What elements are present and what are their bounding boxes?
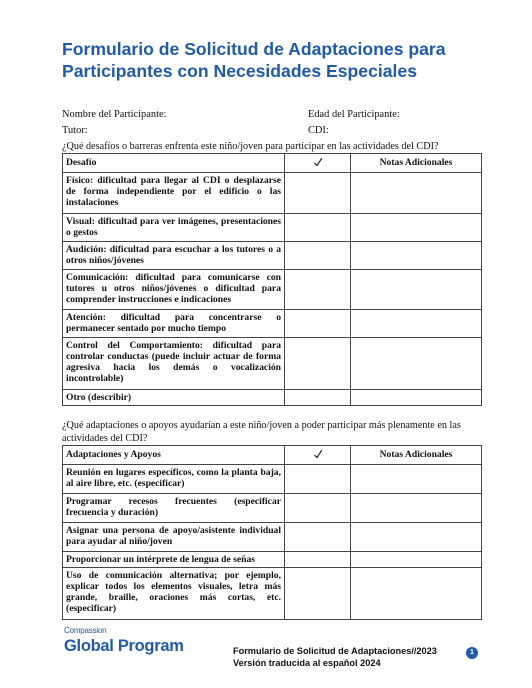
check-cell[interactable] (285, 494, 351, 523)
supports-table (62, 445, 482, 620)
notes-cell[interactable] (351, 310, 482, 338)
notes-cell[interactable] (351, 465, 482, 494)
footer-form-name: Formulario de Solicitud de Adaptaciones//2023 (233, 646, 437, 656)
title-line-1: Formulario de Solicitud de Adaptaciones para (62, 39, 446, 59)
check-cell[interactable] (285, 552, 351, 568)
notes-cell[interactable] (351, 523, 482, 552)
page-title (62, 38, 482, 82)
challenge-physical: Físico: dificultad para llegar al CDI o desplazarse de forma independiente por el edificio o las instalaciones (63, 173, 285, 214)
support-assistant: Asignar una persona de apoyo/asistente individual para ayudar al niño/joven (63, 523, 285, 552)
notes-cell[interactable] (351, 568, 482, 620)
header-check (285, 154, 351, 173)
table-row (63, 494, 482, 523)
challenge-behavior: Control del Comportamiento: dificultad para controlar conductas (puede incluir actuar de forma agresiva hacia los demás o vocalización incontrolable) (63, 338, 285, 390)
tutor-label: Tutor: (62, 125, 88, 136)
check-cell[interactable] (285, 390, 351, 406)
check-cell[interactable] (285, 465, 351, 494)
header-notes: Notas Adicionales (351, 446, 482, 465)
participant-age-label: Edad del Participante: (308, 109, 400, 120)
check-cell[interactable] (285, 214, 351, 242)
logo-big-text: Global Program (64, 637, 184, 655)
table-row (63, 270, 482, 310)
page-number-badge: 1 (466, 647, 478, 659)
challenge-communication: Comunicación: dificultad para comunicarse con tutores u otros niños/jóvenes o dificultad para comprender instrucciones e indicaciones (63, 270, 285, 310)
challenge-other: Otro (describir) (63, 390, 285, 406)
notes-cell[interactable] (351, 390, 482, 406)
check-icon (313, 449, 323, 459)
check-cell[interactable] (285, 270, 351, 310)
participant-name-label: Nombre del Participante: (62, 109, 167, 120)
table-row (63, 390, 482, 406)
challenges-table (62, 153, 482, 406)
header-check (285, 446, 351, 465)
challenge-hearing: Audición: dificultad para escuchar a los tutores o a otros niños/jóvenes (63, 242, 285, 270)
title-line-2: Participantes con Necesidades Especiales (62, 61, 417, 81)
check-cell[interactable] (285, 338, 351, 390)
notes-cell[interactable] (351, 173, 482, 214)
notes-cell[interactable] (351, 270, 482, 310)
footer-version: Versión traducida al español 2024 (233, 658, 381, 668)
notes-cell[interactable] (351, 338, 482, 390)
support-location: Reunión en lugares específicos, como la planta baja, al aire libre, etc. (especificar) (63, 465, 285, 494)
support-interpreter: Proporcionar un intérprete de lengua de señas (63, 552, 285, 568)
check-cell[interactable] (285, 523, 351, 552)
logo-small-text: Compassion (64, 626, 107, 635)
header-challenge: Desafío (63, 154, 285, 173)
table-header-row (63, 154, 482, 173)
question-supports: ¿Qué adaptaciones o apoyos ayudarían a este niño/joven a poder participar más plenamente en las actividades del CDI? (62, 420, 461, 444)
compassion-logo (64, 626, 184, 655)
table-row (63, 465, 482, 494)
check-cell[interactable] (285, 310, 351, 338)
notes-cell[interactable] (351, 494, 482, 523)
support-alt-communication: Uso de comunicación alternativa; por ejemplo, explicar todos los elementos visuales, letra más grande, braille, oraciones más cortas, etc. (especificar) (63, 568, 285, 620)
challenge-visual: Visual: dificultad para ver imágenes, presentaciones o gestos (63, 214, 285, 242)
notes-cell[interactable] (351, 242, 482, 270)
check-cell[interactable] (285, 173, 351, 214)
notes-cell[interactable] (351, 214, 482, 242)
question-challenges: ¿Qué desafíos o barreras enfrenta este niño/joven para participar en las actividades del CDI? (62, 141, 439, 152)
notes-cell[interactable] (351, 552, 482, 568)
table-row (63, 523, 482, 552)
check-cell[interactable] (285, 568, 351, 620)
table-header-row (63, 446, 482, 465)
check-cell[interactable] (285, 242, 351, 270)
table-row (63, 568, 482, 620)
table-row (63, 214, 482, 242)
header-supports: Adaptaciones y Apoyos (63, 446, 285, 465)
header-notes: Notas Adicionales (351, 154, 482, 173)
footer-info (233, 645, 437, 669)
check-icon (313, 157, 323, 167)
table-row (63, 242, 482, 270)
table-row (63, 338, 482, 390)
table-row (63, 552, 482, 568)
table-row (63, 173, 482, 214)
cdi-label: CDI: (308, 125, 329, 136)
support-breaks: Programar recesos frecuentes (especificar frecuencia y duración) (63, 494, 285, 523)
table-row (63, 310, 482, 338)
challenge-attention: Atención: dificultad para concentrarse o permanecer sentado por mucho tiempo (63, 310, 285, 338)
